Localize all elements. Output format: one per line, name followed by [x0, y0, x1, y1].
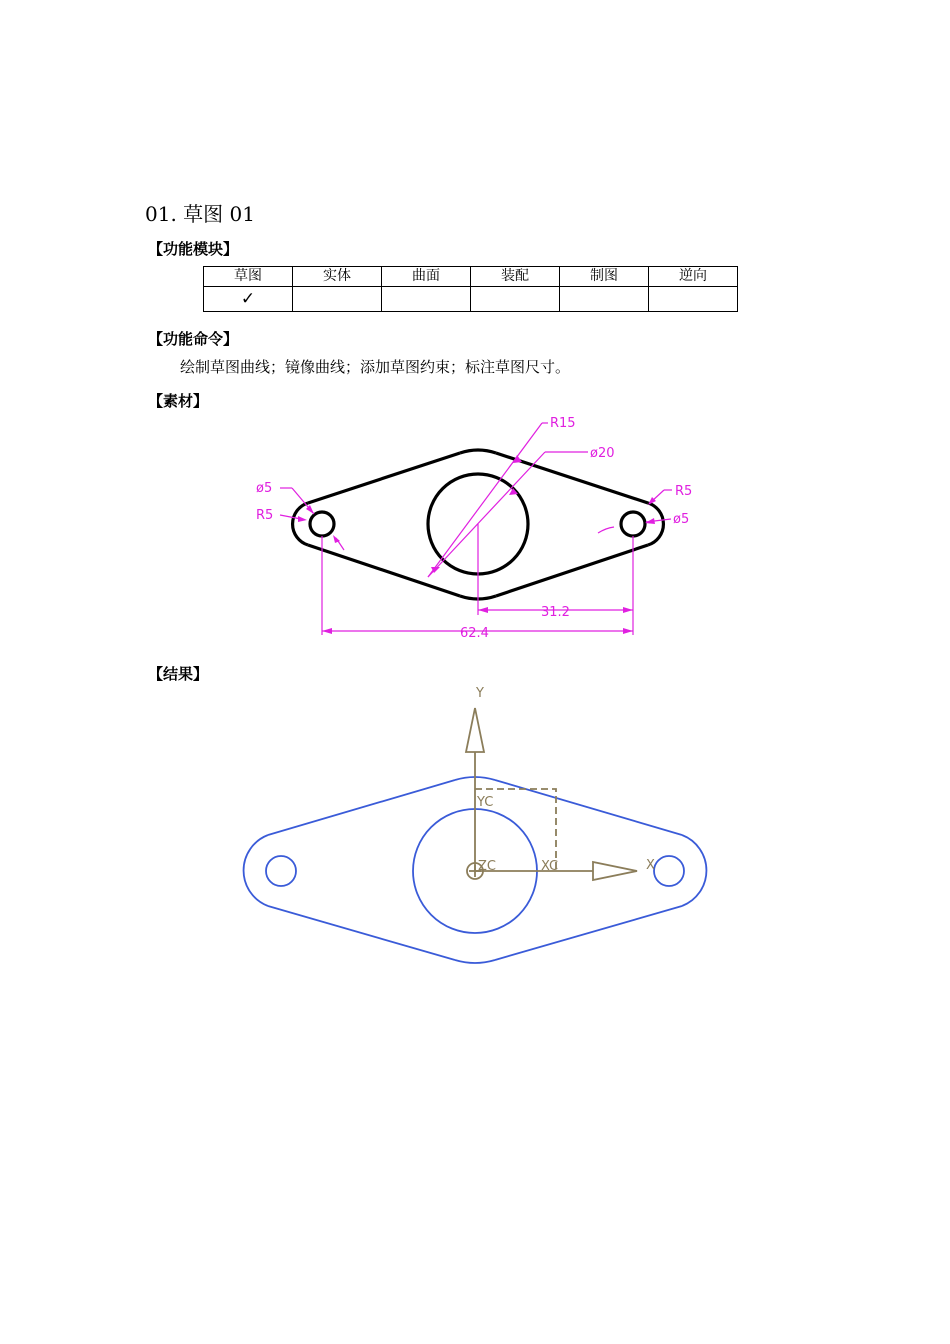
module-value-solid [293, 287, 382, 312]
dim-62-4-arrow-right [623, 628, 633, 634]
r15-leader [428, 423, 542, 577]
label-dia5-left: ø5 [256, 481, 273, 496]
sketch-right-circle [654, 856, 684, 886]
label-62-4: 62.4 [460, 626, 489, 641]
sketch-bottom-left-line [268, 906, 455, 960]
result-sketch [0, 680, 950, 970]
module-value-drafting [560, 287, 649, 312]
r5-left-leader [280, 515, 301, 519]
outline-left-arc [293, 503, 308, 545]
material-drawing [0, 405, 950, 645]
r5-left-arrow [298, 516, 307, 522]
label-r5-left: R5 [256, 508, 274, 523]
sketch-left-circle [266, 856, 296, 886]
axis-label-y: Y [476, 686, 484, 701]
section-heading-commands: 【功能命令】 [148, 330, 239, 348]
outline-top-arc [460, 450, 496, 453]
dia5-right-arc-mark [598, 527, 614, 533]
section-heading-modules: 【功能模块】 [148, 240, 239, 258]
label-dia20: ø20 [590, 446, 615, 461]
module-table-header-row [204, 267, 738, 287]
sketch-bottom-right-line [495, 906, 682, 960]
section-heading-material: 【素材】 [148, 392, 209, 410]
right-hole [621, 512, 645, 536]
axis-label-zc: ZC [478, 859, 496, 874]
module-header-assembly: 装配 [471, 267, 560, 287]
label-dia5-right: ø5 [673, 512, 690, 527]
sketch-right-arc [682, 835, 706, 906]
commands-text: 绘制草图曲线；镜像曲线；添加草图约束；标注草图尺寸。 [180, 358, 571, 376]
left-hole [310, 512, 334, 536]
axis-labels [475, 686, 655, 874]
dia5-right-arrow [645, 518, 655, 524]
module-header-surface: 曲面 [382, 267, 471, 287]
module-table [203, 266, 738, 312]
y-axis-arrow [466, 708, 484, 752]
module-value-sketch: ✓ [204, 287, 293, 312]
module-value-assembly [471, 287, 560, 312]
dim-62-4-arrow-left [322, 628, 332, 634]
section-heading-result: 【结果】 [148, 665, 209, 683]
module-header-reverse: 逆向 [649, 267, 738, 287]
axis-label-yc: YC [477, 795, 494, 810]
dim-31-2-arrow-left [478, 607, 488, 613]
outline-right-arc [648, 503, 663, 545]
sketch-top-left-line [268, 780, 455, 835]
csys-triad [466, 708, 637, 880]
module-header-drafting: 制图 [560, 267, 649, 287]
x-axis-arrow [593, 862, 637, 880]
label-31-2: 31.2 [541, 605, 570, 620]
module-header-sketch: 草图 [204, 267, 293, 287]
dim-31-2-arrow-right [623, 607, 633, 613]
sketch-left-arc [244, 835, 268, 906]
axis-label-xc: XC [541, 859, 559, 874]
module-header-solid: 实体 [293, 267, 382, 287]
label-r5-right: R5 [675, 484, 693, 499]
label-r15: R15 [550, 416, 576, 431]
module-table-value-row [204, 287, 738, 312]
sketch-bottom-arc [455, 960, 495, 963]
module-value-surface [382, 287, 471, 312]
axis-label-x: X [646, 858, 655, 873]
module-value-reverse [649, 287, 738, 312]
document-title: 01. 草图 01 [145, 202, 255, 226]
